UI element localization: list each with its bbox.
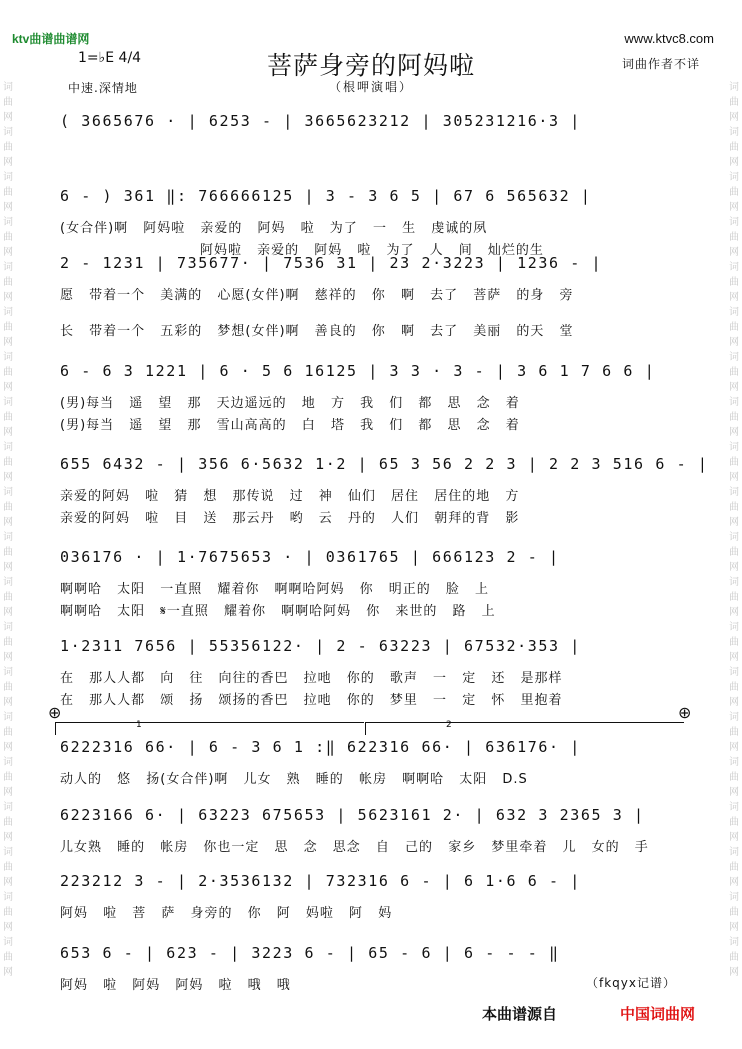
notation-row: 036176 · | 1·7675653 · | 0361765 | 666123 2 - | — [60, 548, 560, 566]
notation-row: 223212 3 - | 2·3536132 | 732316 6 - | 6 1·6 6 - | — [60, 872, 581, 890]
side-watermark-left: 词曲网 词曲网 词曲网 词曲网 词曲网 词曲网 词曲网 词曲网 词曲网 词曲网 词曲网 词曲网 词曲网 词曲网 词曲网 词曲网 词曲网 词曲网 词曲网 词曲网 — [3, 82, 13, 978]
side-watermark-right: 词曲网 词曲网 词曲网 词曲网 词曲网 词曲网 词曲网 词曲网 词曲网 词曲网 词曲网 词曲网 词曲网 词曲网 词曲网 词曲网 词曲网 词曲网 词曲网 词曲网 — [729, 82, 739, 978]
notation-row: 2 - 1231 | 735677· | 7536 31 | 23 2·3223 | 1236 - | — [60, 254, 603, 272]
notation-row: 655 6432 - | 356 6·5632 1·2 | 65 3 56 2 2 3 | 2 2 3 516 6 - | — [60, 455, 709, 473]
coda-sign-right: ⊕ — [678, 703, 692, 722]
notation-row: 6 - ) 361 ‖: 766666125 | 3 - 3 6 5 | 67 6 565632 | — [60, 187, 592, 205]
lyric-line: 阿妈 啦 菩 萨 身旁的 你 阿 妈啦 阿 妈 — [60, 906, 393, 921]
source-name: 中国词曲网 — [620, 1005, 696, 1023]
lyric-line: 亲爱的阿妈 啦 猜 想 那传说 过 神 仙们 居住 居住的地 方 — [60, 489, 520, 504]
lyric-line: 在 那人人都 向 往 向往的香巴 拉吔 你的 歌声 一 定 还 是那样 — [60, 671, 563, 686]
coda-sign-left: ⊕ — [48, 703, 62, 722]
notation-row: 6 - 6 3 1221 | 6 · 5 6 16125 | 3 3 · 3 - | 3 6 1 7 6 6 | — [60, 362, 656, 380]
notation-row: 6222316 66· | 6 - 3 6 1 :‖ 622316 66· | 636176· | — [60, 738, 581, 756]
lyric-line: (女合伴)啊 阿妈啦 亲爱的 阿妈 啦 为了 一 生 虔诚的夙 — [60, 221, 488, 236]
transcriber-credit: （fkqyx记谱） — [586, 976, 676, 990]
volta-bracket-1: 1 — [55, 722, 364, 735]
lyric-line: 阿妈啦 亲爱的 阿妈 啦 为了 人 间 灿烂的生 — [200, 243, 544, 258]
notation-row: ( 3665676 · | 6253 - | 3665623212 | 305231216·3 | — [60, 112, 581, 130]
lyric-line: 儿女熟 睡的 帐房 你也一定 思 念 思念 自 己的 家乡 梦里牵着 儿 女的 手 — [60, 840, 649, 855]
tempo-marking: 中速.深情地 — [68, 81, 138, 95]
lyric-line: 啊啊哈 太阳 一直照 耀着你 啊啊哈阿妈 你 明正的 脸 上 — [60, 582, 490, 597]
volta-bracket-2: 2 — [365, 722, 684, 735]
notation-row: 653 6 - | 623 - | 3223 6 - | 65 - 6 | 6 - - - ‖ — [60, 944, 560, 962]
lyric-line: 在 那人人都 颂 扬 颂扬的香巴 拉吔 你的 梦里 一 定 怀 里抱着 — [60, 693, 563, 708]
lyric-line: (男)每当 遥 望 那 雪山高高的 白 塔 我 们 都 思 念 着 — [60, 418, 520, 433]
key-signature: 1=♭E 4/4 — [78, 50, 142, 66]
lyric-line: 亲爱的阿妈 啦 目 送 那云丹 哟 云 丹的 人们 朝拜的背 影 — [60, 511, 520, 526]
lyric-line: 动人的 悠 扬(女合伴)啊 儿女 熟 睡的 帐房 啊啊哈 太阳 D.S — [60, 772, 528, 787]
brand-url: www.ktvc8.com — [624, 31, 714, 46]
lyric-line: 啊啊哈 太阳 𝄋一直照 耀着你 啊啊哈阿妈 你 来世的 路 上 — [60, 604, 496, 619]
notation-row: 6223166 6· | 63223 675653 | 5623161 2· | 632 3 2365 3 | — [60, 806, 645, 824]
lyric-line: 愿 带着一个 美满的 心愿(女伴)啊 慈祥的 你 啊 去了 菩萨 的身 旁 — [60, 288, 574, 303]
lyric-line: 阿妈 啦 阿妈 阿妈 啦 哦 哦 — [60, 978, 291, 993]
lyric-line: (男)每当 遥 望 那 天边遥远的 地 方 我 们 都 思 念 着 — [60, 396, 520, 411]
brand-logo-left: ktv曲谱曲谱网 — [12, 32, 90, 46]
author-note: 词曲作者不详 — [621, 57, 700, 71]
performer: （根呷演唱） — [328, 80, 413, 94]
notation-row: 1·2311 7656 | 55356122· | 2 - 63223 | 67532·353 | — [60, 637, 581, 655]
song-title: 菩萨身旁的阿妈啦 — [266, 51, 475, 80]
lyric-line: 长 带着一个 五彩的 梦想(女伴)啊 善良的 你 啊 去了 美丽 的天 堂 — [60, 324, 574, 339]
source-label: 本曲谱源自 — [482, 1005, 558, 1023]
